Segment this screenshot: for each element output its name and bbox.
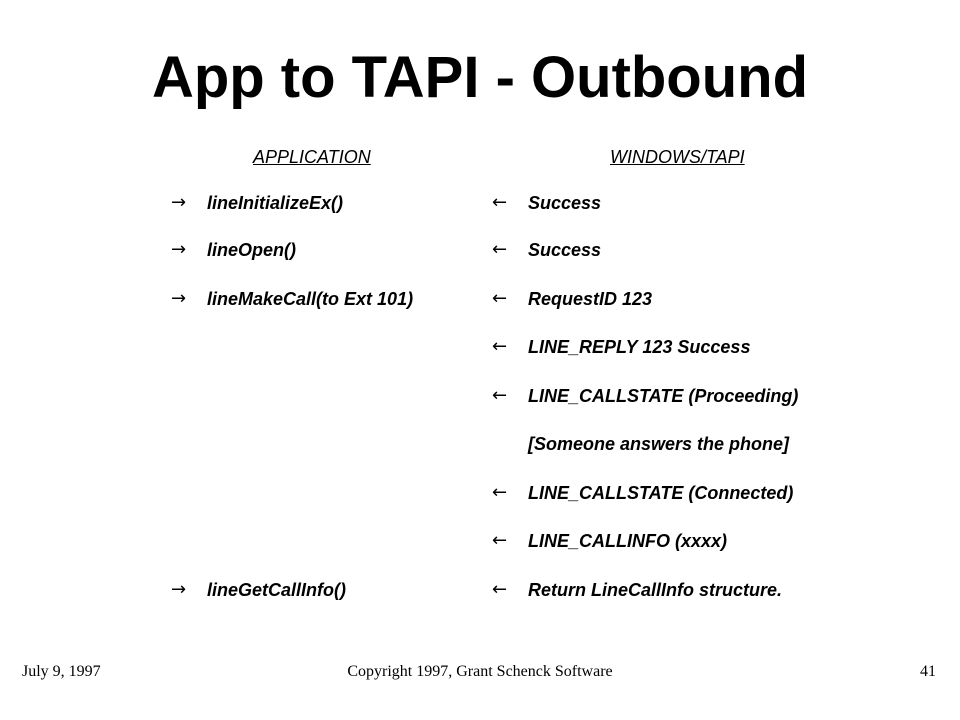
right-arrow-icon: → [171, 239, 187, 260]
tapi-response-text: LINE_REPLY 123 Success [528, 337, 751, 357]
application-column-header: APPLICATION [253, 147, 371, 167]
left-arrow-icon: ← [492, 482, 508, 503]
tapi-event-note-row [492, 432, 789, 456]
app-call-text: lineOpen() [207, 240, 296, 260]
tapi-response-text: LINE_CALLSTATE (Connected) [528, 483, 794, 503]
footer-copyright: Copyright 1997, Grant Schenck Software [347, 663, 613, 680]
windows-tapi-column-header: WINDOWS/TAPI [610, 147, 745, 167]
tapi-response-text: RequestID 123 [528, 289, 653, 309]
tapi-response-row [492, 191, 601, 215]
left-arrow-icon: ← [492, 239, 508, 260]
tapi-response-text: Success [528, 193, 602, 213]
tapi-response-text: LINE_CALLSTATE (Proceeding) [528, 386, 799, 406]
left-arrow-icon: ← [492, 288, 508, 309]
page-number: 41 [920, 663, 936, 680]
right-arrow-icon: → [171, 579, 187, 600]
tapi-response-text: LINE_CALLINFO (xxxx) [528, 531, 728, 551]
app-call-text: lineGetCallInfo() [207, 580, 346, 600]
app-call-text: lineMakeCall(to Ext 101) [207, 289, 414, 309]
right-arrow-icon: → [171, 192, 187, 213]
tapi-response-row [492, 481, 793, 505]
left-arrow-icon: ← [492, 579, 508, 600]
tapi-response-row [492, 335, 750, 359]
left-arrow-icon: ← [492, 336, 508, 357]
tapi-response-row [492, 287, 652, 311]
tapi-response-row [492, 384, 798, 408]
tapi-response-row [492, 238, 601, 262]
app-call-row [171, 287, 413, 311]
app-call-row [171, 191, 343, 215]
app-call-row [171, 578, 346, 602]
right-arrow-icon: → [171, 288, 187, 309]
app-call-text: lineInitializeEx() [207, 193, 344, 213]
tapi-response-text: Return LineCallInfo structure. [528, 580, 783, 600]
left-arrow-icon: ← [492, 192, 508, 213]
tapi-response-row [492, 578, 782, 602]
slide-title: App to TAPI - Outbound [151, 45, 809, 110]
app-call-row [171, 238, 296, 262]
footer-date: July 9, 1997 [22, 663, 101, 680]
left-arrow-icon: ← [492, 385, 508, 406]
tapi-event-note-text: [Someone answers the phone] [528, 434, 790, 454]
tapi-response-row [492, 529, 727, 553]
left-arrow-icon: ← [492, 530, 508, 551]
tapi-response-text: Success [528, 240, 602, 260]
